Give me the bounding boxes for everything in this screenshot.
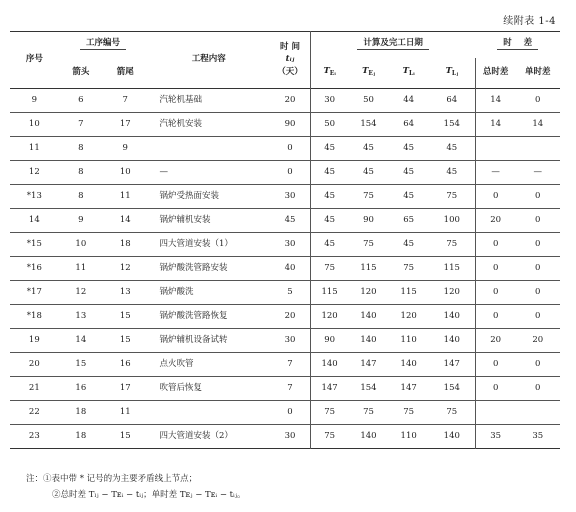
cell-tei: 90 [324,334,336,345]
table-row [10,281,560,305]
cell-duration: 7 [270,377,310,401]
table-caption: 续附表 1-4 [503,16,556,27]
cell-arrow-tail: 15 [75,358,87,369]
cell-arrow-head: 7 [122,94,128,105]
cell-free-float: 0 [535,262,541,273]
table-row [10,161,560,185]
cell-tej: 50 [363,94,374,105]
cell-total-float: 14 [490,118,502,129]
cell-tli: 75 [403,262,415,273]
cell-duration: 30 [270,185,310,209]
cell-tlj: 75 [429,185,476,209]
header-arrow-tail: 箭头 [72,67,90,78]
cell-tej: 140 [360,334,377,345]
cell-tlj: 115 [429,257,476,281]
cell-arrow-head: 11 [119,406,131,417]
cell-arrow-head: 18 [119,238,131,249]
cell-tei: 50 [324,118,336,129]
cell-free-float: 14 [532,118,544,129]
cell-arrow-tail: 10 [75,238,87,249]
cell-free-float: 0 [535,214,541,225]
cell-arrow-head: 11 [119,190,131,201]
cell-total-float [475,401,515,425]
cell-tli: 110 [400,430,417,441]
cell-tej: 75 [363,238,374,249]
cell-seq: *18 [26,310,42,321]
cell-content: 四大管道安装（1） [159,238,233,249]
cell-tlj: 140 [429,425,476,449]
header-tli-t: T [402,66,409,77]
cell-tlj: 154 [429,377,476,401]
cell-tej: 147 [360,358,377,369]
cell-duration: 0 [270,137,310,161]
cell-free-float: 0 [535,190,541,201]
header-float [475,32,560,58]
cell-tej: 45 [363,142,374,153]
header-seq: 序号 [25,54,43,65]
cell-tli: 44 [403,94,415,105]
cell-seq: *13 [26,190,42,201]
cell-arrow-tail: 13 [75,310,87,321]
cell-tlj: 64 [429,89,476,113]
cell-tei: 147 [321,382,338,393]
cell-content: 点火吹管 [159,358,194,369]
cell-tej: 115 [360,262,377,273]
table-row [10,209,560,233]
cell-tej: 75 [363,406,374,417]
cell-tli: 115 [400,286,417,297]
cell-duration: 30 [270,425,310,449]
cell-arrow-tail: 18 [75,406,87,417]
cell-content: 四大管道安装（2） [159,430,233,441]
cell-tei: 75 [324,262,336,273]
cell-content: 锅炉辅机设备试转 [159,334,228,345]
cell-tej: 45 [363,166,374,177]
cell-tli: 75 [403,406,415,417]
cell-tei: 120 [321,310,338,321]
cell-arrow-tail: 8 [78,142,84,153]
table-header [10,32,560,89]
cell-tej: 140 [360,430,377,441]
cell-tlj: 45 [429,161,476,185]
cell-seq: 11 [28,142,40,153]
cell-duration: 20 [270,89,310,113]
cell-content: 锅炉辅机安装 [159,214,211,225]
header-tli-sub: Lᵢ [409,70,415,78]
header-tei-t: T [323,66,330,77]
cell-tlj: 140 [429,305,476,329]
cell-free-float: 0 [535,310,541,321]
header-duration [270,32,310,89]
cell-tei: 75 [324,406,336,417]
header-tlj-sub: Lⱼ [451,70,458,78]
cell-duration: 0 [270,161,310,185]
cell-free-float: 0 [535,238,541,249]
cell-tei: 45 [324,214,336,225]
cell-free-float [516,137,561,161]
cell-tei: 45 [324,190,336,201]
cell-tlj: 154 [429,113,476,137]
cell-duration: 5 [270,281,310,305]
header-duration-c: （天） [277,66,303,77]
cell-tei: 140 [321,358,338,369]
header-tlj [429,58,476,89]
header-arrow-head: 箭尾 [116,67,134,78]
cell-tli: 45 [403,142,415,153]
note-line-1: 注：①表中带 * 记号的为主要矛盾线上节点； [26,474,198,484]
header-work-no [59,32,148,58]
cell-total-float: 0 [492,358,499,369]
cell-tej: 154 [360,118,377,129]
cell-tlj: 140 [429,329,476,353]
header-free-float: 单时差 [524,67,551,78]
cell-seq: 23 [28,430,40,441]
table-row [10,425,560,449]
cell-content: 锅炉酸洗管路恢复 [159,310,228,321]
cell-tej: 154 [360,382,377,393]
table-row [10,233,560,257]
cell-total-float: 0 [492,310,499,321]
notes [26,471,246,503]
cell-arrow-tail: 18 [75,430,87,441]
cell-content: 汽轮机基础 [159,94,202,105]
cell-tej: 120 [360,286,377,297]
cell-tei: 45 [324,238,336,249]
table-row [10,137,560,161]
cell-tei: 30 [324,94,336,105]
cell-total-float: 0 [492,262,499,273]
cell-tlj: 120 [429,281,476,305]
cell-tej: 140 [360,310,377,321]
table-body [10,89,560,449]
cell-seq: *16 [26,262,42,273]
cell-tei: 75 [324,430,336,441]
table-row [10,377,560,401]
header-tei-sub: Eᵢ [329,70,336,78]
cell-total-float: 35 [490,430,502,441]
header-tei [310,58,348,89]
header-calc [310,32,475,58]
cell-arrow-tail: 7 [78,118,84,129]
cell-content: 吹管后恢复 [159,382,202,393]
cell-duration: 45 [270,209,310,233]
cell-tli: 45 [403,238,415,249]
cell-total-float: 0 [492,382,499,393]
cell-content: — [159,166,168,177]
cell-arrow-head: 10 [119,166,131,177]
cell-arrow-tail: 12 [75,286,87,297]
cell-seq: *17 [26,286,42,297]
cell-arrow-tail: 8 [78,166,84,177]
cell-content: 汽轮机安装 [159,118,202,129]
cell-arrow-head: 17 [119,118,131,129]
cell-seq: 21 [28,382,40,393]
cell-duration: 20 [270,305,310,329]
table-row [10,89,560,113]
cell-duration: 40 [270,257,310,281]
cell-tlj: 100 [429,209,476,233]
table-row [10,305,560,329]
cell-total-float [475,137,515,161]
cell-tli: 140 [400,358,417,369]
cell-duration: 30 [270,233,310,257]
cell-total-float: 20 [490,214,502,225]
cell-tej: 90 [363,214,374,225]
cell-arrow-head: 15 [119,310,131,321]
header-tej [348,58,388,89]
cell-seq: 14 [28,214,40,225]
cell-seq: 22 [28,406,40,417]
cell-arrow-head: 15 [119,334,131,345]
cell-arrow-head: 14 [119,214,131,225]
table-row [10,113,560,137]
cell-free-float: 0 [535,286,541,297]
cell-tei: 45 [324,166,336,177]
cell-arrow-head: 17 [119,382,131,393]
cell-duration: 30 [270,329,310,353]
cell-free-float: 0 [535,94,541,105]
cell-arrow-tail: 9 [78,214,84,225]
cell-seq: 19 [28,334,40,345]
header-tej-sub: Eⱼ [368,70,375,78]
cell-content: 锅炉酸洗管路安装 [159,262,228,273]
cell-content: 锅炉酸洗 [159,286,194,297]
header-duration-a: 时 间 [280,41,300,52]
cell-tlj: 75 [429,233,476,257]
cell-arrow-tail: 6 [78,94,84,105]
cell-tlj: 147 [429,353,476,377]
cell-tlj: 45 [429,137,476,161]
header-float-label: 时 差 [497,39,538,50]
cell-free-float: 0 [535,382,541,393]
cell-tli: 147 [400,382,417,393]
cell-tli: 45 [403,166,415,177]
cell-content [147,401,270,425]
cell-arrow-head: 13 [119,286,131,297]
header-total-float: 总时差 [482,67,509,78]
cell-arrow-tail: 16 [75,382,87,393]
cell-duration: 0 [270,401,310,425]
cell-arrow-head: 12 [119,262,131,273]
header-tej-t: T [362,66,369,77]
cell-arrow-tail: 8 [78,190,84,201]
cell-tli: 120 [400,310,417,321]
cell-seq: 10 [28,118,40,129]
cell-tli: 45 [403,190,415,201]
header-tlj-t: T [445,66,452,77]
cell-content [147,137,270,161]
cell-total-float: 14 [490,94,502,105]
cell-total-float: 0 [492,238,499,249]
cell-arrow-head: 9 [122,142,128,153]
cell-total-float: 0 [492,190,499,201]
cell-free-float: 20 [532,334,544,345]
cell-seq: *15 [26,238,42,249]
cell-tli: 110 [400,334,417,345]
cell-free-float: 35 [532,430,544,441]
cell-arrow-tail: 14 [75,334,87,345]
cell-total-float: — [491,166,500,177]
cell-tei: 115 [321,286,338,297]
table-row [10,185,560,209]
cell-tli: 65 [403,214,415,225]
cell-tei: 45 [324,142,336,153]
schedule-table [10,31,560,449]
header-work-no-label: 工序编号 [80,39,126,50]
cell-tlj: 75 [429,401,476,425]
table-row [10,353,560,377]
header-tli [389,58,429,89]
cell-arrow-head: 15 [119,430,131,441]
cell-free-float [516,401,561,425]
cell-seq: 12 [28,166,40,177]
header-duration-b: tᵢⱼ [285,54,295,65]
cell-content: 锅炉受热面安装 [159,190,219,201]
cell-free-float: — [533,166,542,177]
header-calc-label: 计算及完工日期 [357,39,429,50]
cell-seq: 20 [28,358,40,369]
table-row [10,329,560,353]
table-row [10,401,560,425]
cell-duration: 7 [270,353,310,377]
table-row [10,257,560,281]
cell-tli: 64 [403,118,415,129]
cell-duration: 90 [270,113,310,137]
cell-total-float: 0 [492,286,499,297]
cell-arrow-head: 16 [119,358,131,369]
header-content: 工程内容 [191,54,226,65]
cell-free-float: 0 [535,358,541,369]
note-line-2: ②总时差 Tₗⱼ − Tᴇᵢ − tᵢⱼ；单时差 Tᴇⱼ − Tᴇᵢ − tᵢⱼ。 [52,490,246,500]
cell-arrow-tail: 11 [75,262,87,273]
cell-seq: 9 [31,94,38,105]
cell-tej: 75 [363,190,374,201]
cell-total-float: 20 [490,334,502,345]
